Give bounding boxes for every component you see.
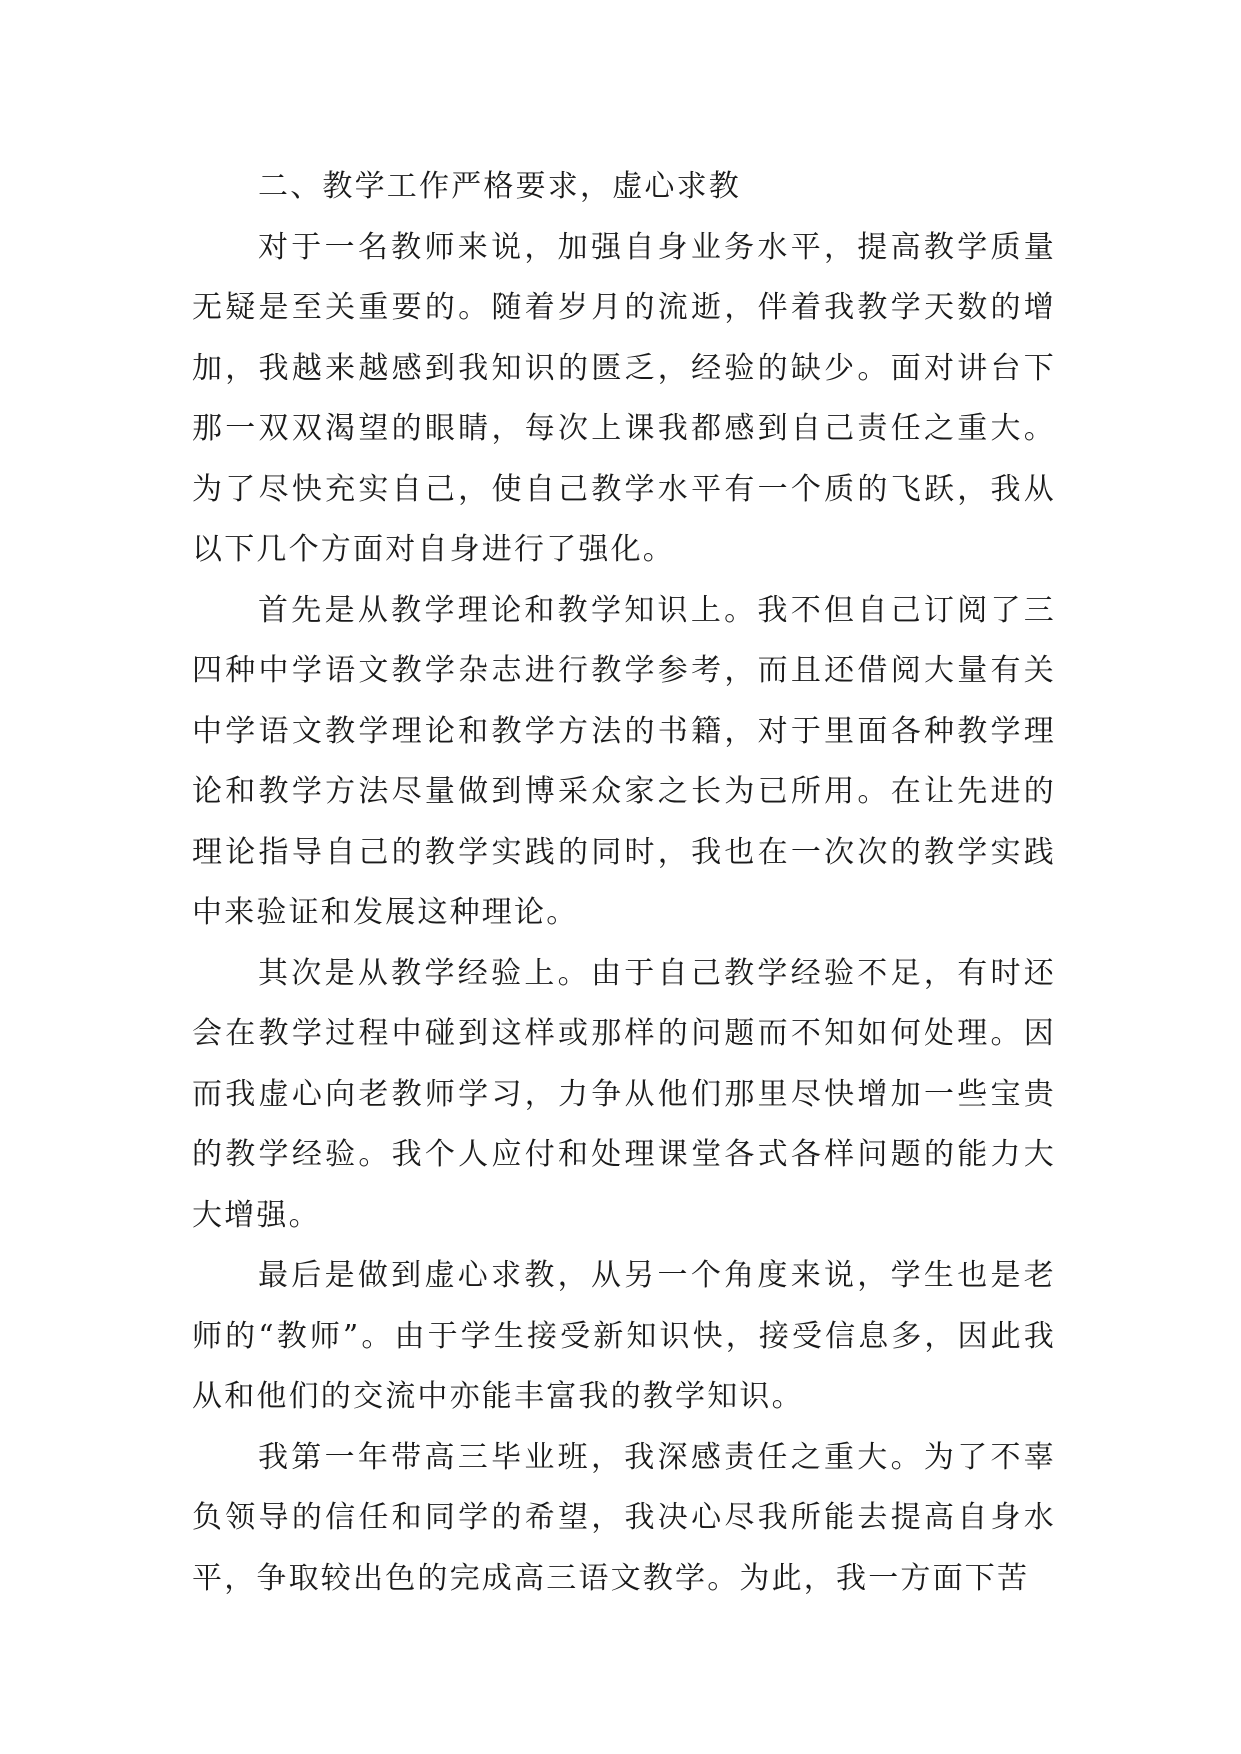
paragraph-2: 首先是从教学理论和教学知识上。我不但自己订阅了三四种中学语文教学杂志进行教学参考，而且还借阅大量有关中学语文教学理论和教学方法的书籍，对于里面各种教学理论和教学方法尽量做到博采众家之长为已所用。在让先进的理论指导自己的教学实践的同时，我也在一次次的教学实践中来验证和发展这种理论。 [192, 592, 1056, 930]
paragraph-5: 我第一年带高三毕业班，我深感责任之重大。为了不辜负领导的信任和同学的希望，我决心尽我所能去提高自身水平，争取较出色的完成高三语文教学。为此，我一方面下苦 [192, 1439, 1056, 1596]
paragraph-3: 其次是从教学经验上。由于自己教学经验不足，有时还会在教学过程中碰到这样或那样的问题而不知如何处理。因而我虚心向老教师学习，力争从他们那里尽快增加一些宝贵的教学经验。我个人应付和处理课堂各式各样问题的能力大大增强。 [192, 955, 1056, 1233]
document-body [192, 157, 1056, 1609]
paragraph-4: 最后是做到虚心求教，从另一个角度来说，学生也是老师的“教师”。由于学生接受新知识快，接受信息多，因此我从和他们的交流中亦能丰富我的教学知识。 [192, 1258, 1056, 1414]
paragraph-1: 对于一名教师来说，加强自身业务水平，提高教学质量无疑是至关重要的。随着岁月的流逝，伴着我教学天数的增加，我越来越感到我知识的匮乏，经验的缺少。面对讲台下那一双双渴望的眼睛，每次上课我都感到自己责任之重大。为了尽快充实自己，使自己教学水平有一个质的飞跃，我从以下几个方面对自身进行了强化。 [192, 229, 1056, 567]
section-heading: 二、教学工作严格要求，虚心求教 [258, 169, 741, 204]
